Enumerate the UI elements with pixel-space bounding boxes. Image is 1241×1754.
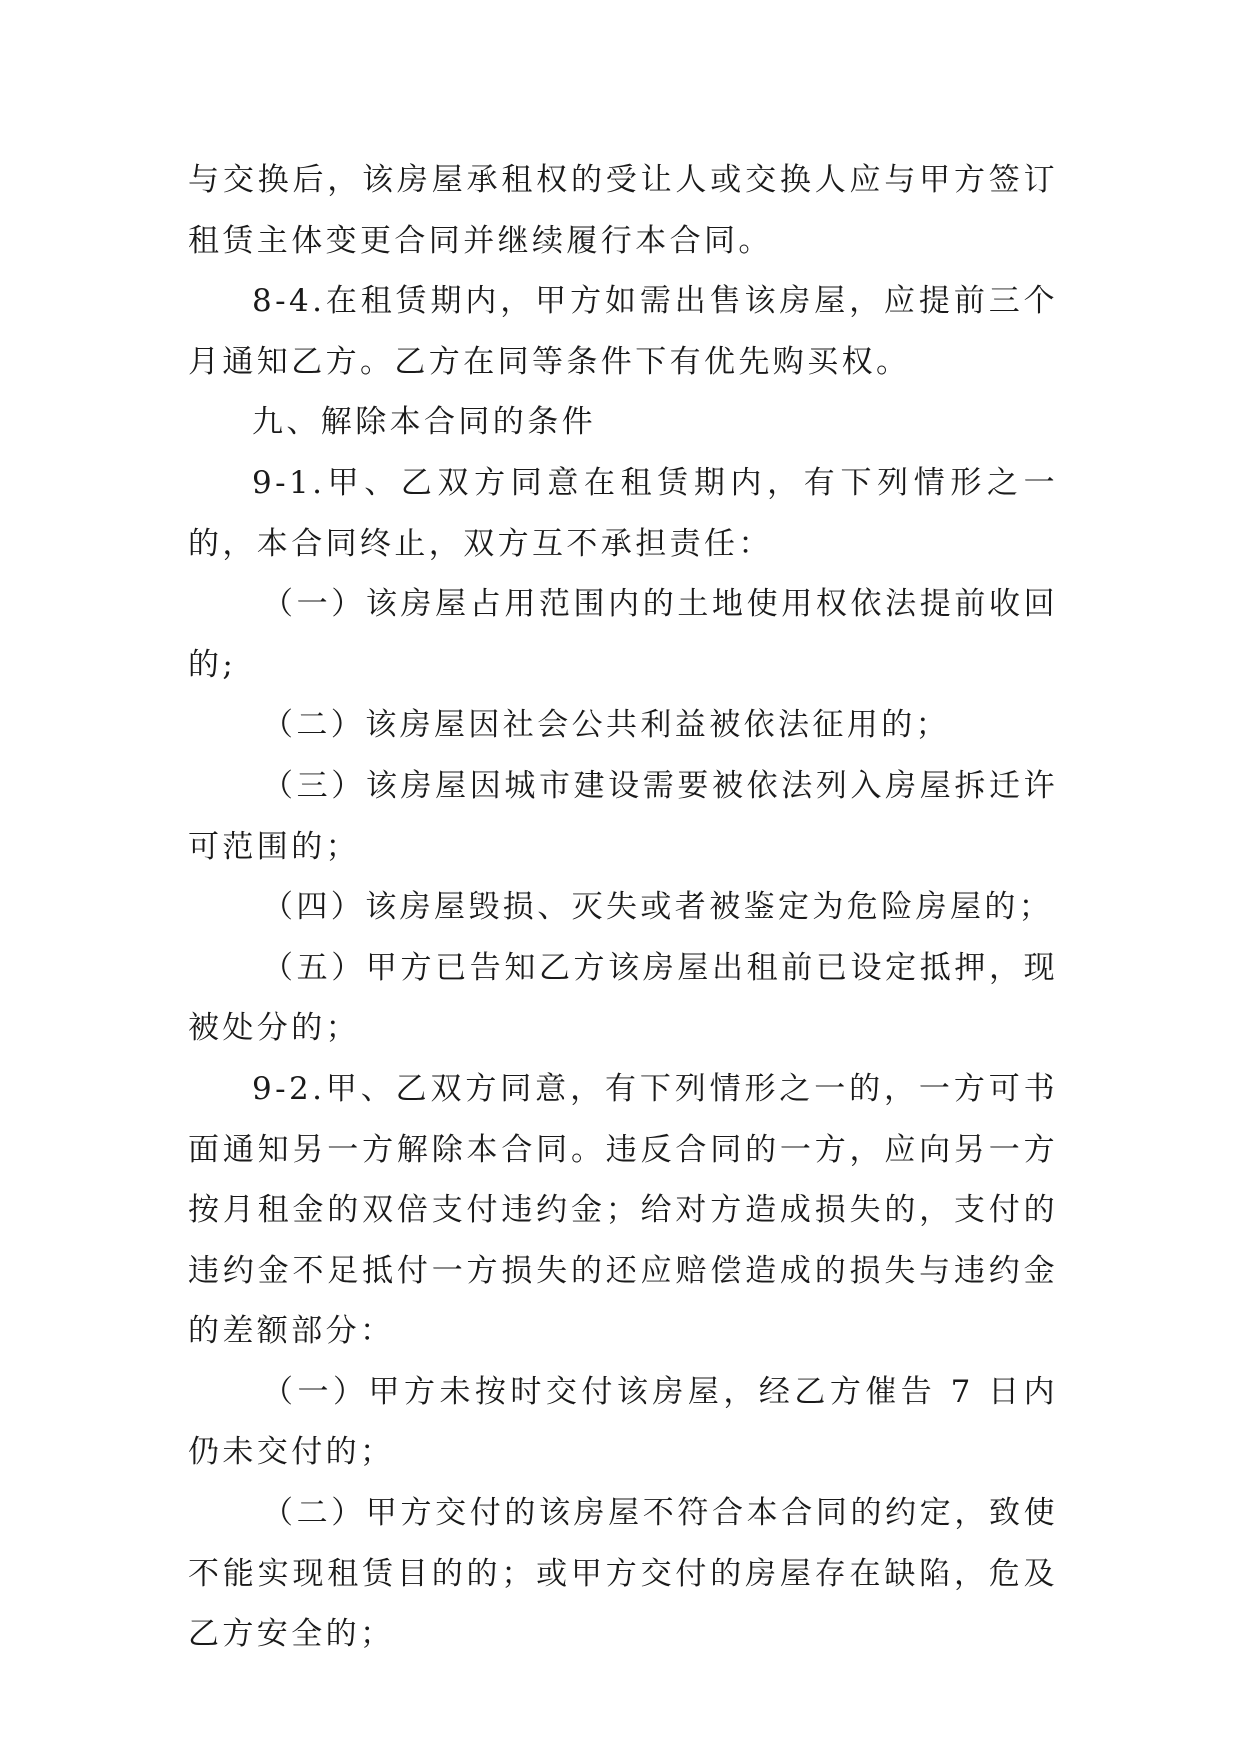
list-item-9-1-5: （五）甲方已告知乙方该房屋出租前已设定抵押，现被处分的；	[188, 949, 1058, 1047]
list-item-9-2-2: （二）甲方交付的该房屋不符合本合同的约定，致使不能实现租赁目的的；或甲方交付的房屋存在缺陷，危及乙方安全的；	[188, 1495, 1058, 1653]
list-item-9-1-1: （一）该房屋占用范围内的土地使用权依法提前收回的;	[188, 586, 1058, 683]
section-heading-9: 九、解除本合同的条件	[252, 404, 596, 441]
paragraph-continuation: 与交换后，该房屋承租权的受让人或交换人应与甲方签订租赁主体变更合同并继续履行本合同。	[188, 162, 1058, 259]
paragraph-clause-9-2: 9-2.甲、乙双方同意，有下列情形之一的，一方可书面通知另一方解除本合同。违反合同的一方，应向另一方按月租金的双倍支付违约金；给对方造成损失的，支付的违约金不足抵付一方损失的还应赔偿造成的损失与违约金的差额部分：	[188, 1070, 1058, 1350]
paragraph-clause-9-1: 9-1.甲、乙双方同意在租赁期内，有下列情形之一的，本合同终止，双方互不承担责任：	[188, 464, 1058, 562]
list-item-9-1-4: （四）该房屋毁损、灭失或者被鉴定为危险房屋的；	[262, 889, 1054, 926]
list-item-9-2-1: （一）甲方未按时交付该房屋，经乙方催告 7 日内仍未交付的；	[188, 1373, 1058, 1471]
list-item-9-1-3: （三）该房屋因城市建设需要被依法列入房屋拆迁许可范围的；	[188, 767, 1058, 865]
contract-body	[188, 150, 1058, 1665]
list-item-9-1-2: （二）该房屋因社会公共利益被依法征用的；	[262, 707, 950, 744]
paragraph-clause-8-4: 8-4.在租赁期内，甲方如需出售该房屋，应提前三个月通知乙方。乙方在同等条件下有优先购买权。	[188, 283, 1058, 380]
